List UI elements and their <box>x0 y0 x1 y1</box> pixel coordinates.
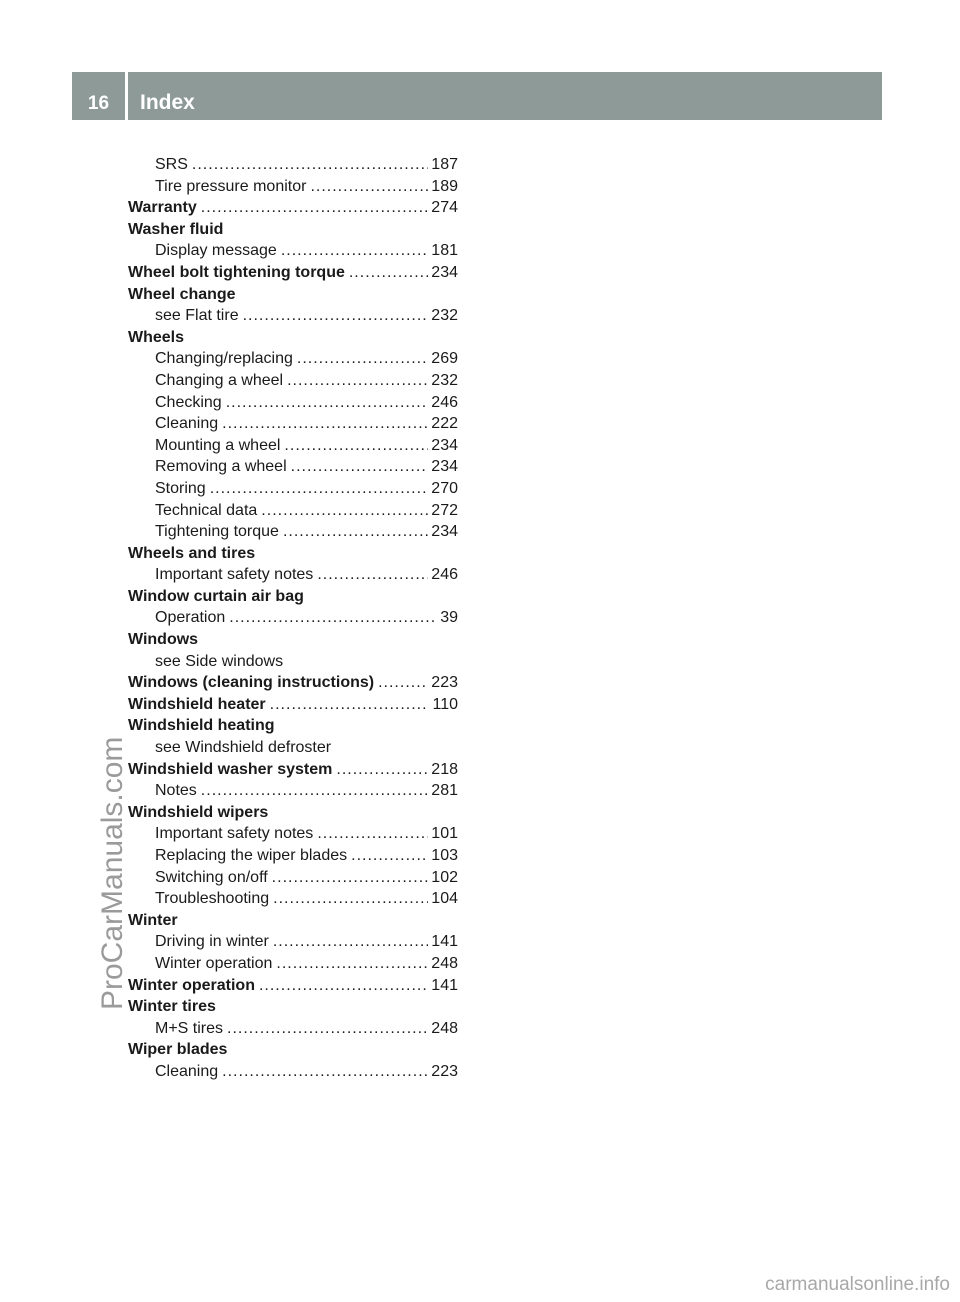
entry-page-number: 101 <box>431 825 458 843</box>
entry-page-number: 234 <box>431 523 458 541</box>
index-subentry <box>128 953 458 975</box>
dot-leader <box>227 1018 428 1040</box>
dot-leader <box>243 305 429 327</box>
index-subentry <box>128 413 458 435</box>
entry-label: Windows (cleaning instructions) <box>128 674 375 692</box>
dot-leader <box>272 867 429 889</box>
entry-label: Technical data <box>155 501 258 519</box>
entry-label: Cleaning <box>155 415 219 433</box>
dot-leader <box>351 845 428 867</box>
index-subentry <box>128 392 458 414</box>
index-entry <box>128 219 458 241</box>
entry-label: Operation <box>155 609 226 627</box>
dot-leader <box>210 478 429 500</box>
entry-label: Windshield wipers <box>128 803 269 821</box>
dot-leader <box>192 154 428 176</box>
entry-label: Driving in winter <box>155 933 269 951</box>
entry-label: Washer fluid <box>128 220 224 238</box>
index-entry <box>128 543 458 565</box>
entry-page-number: 270 <box>431 479 458 497</box>
entry-label: Switching on/off <box>155 868 268 886</box>
entry-page-number: 232 <box>431 307 458 325</box>
dot-leader <box>336 759 428 781</box>
entry-page-number: 234 <box>431 436 458 454</box>
entry-label: M+S tires <box>155 1019 224 1037</box>
entry-label: Mounting a wheel <box>155 436 281 454</box>
index-subentry <box>128 521 458 543</box>
index-subentry <box>128 651 458 673</box>
index-subentry <box>128 931 458 953</box>
entry-label: Windshield heating <box>128 717 275 735</box>
index-entry <box>128 975 458 997</box>
entry-page-number: 234 <box>431 458 458 476</box>
dot-leader <box>317 823 428 845</box>
dot-leader <box>284 435 428 457</box>
entry-page-number: 223 <box>431 1062 458 1080</box>
index-entry <box>128 802 458 824</box>
index-subentry <box>128 456 458 478</box>
entry-label: Removing a wheel <box>155 458 287 476</box>
entry-page-number: 104 <box>431 890 458 908</box>
index-subentry <box>128 305 458 327</box>
dot-leader <box>201 780 429 802</box>
index-subentry <box>128 478 458 500</box>
entry-page-number: 103 <box>431 847 458 864</box>
entry-label: Important safety notes <box>155 566 314 584</box>
index-subentry <box>128 607 458 629</box>
dot-leader <box>291 456 429 478</box>
dot-leader <box>270 694 430 716</box>
entry-label: Tire pressure monitor <box>155 177 307 195</box>
index-subentry <box>128 1061 458 1083</box>
dot-leader <box>261 500 428 522</box>
index-entry <box>128 672 458 694</box>
entry-page-number: 110 <box>432 695 458 713</box>
index-subentry <box>128 348 458 370</box>
index-entry <box>128 284 458 306</box>
entry-page-number: 141 <box>431 976 458 994</box>
index-entry <box>128 759 458 781</box>
entry-label: Wheels and tires <box>128 544 256 562</box>
entry-page-number: 189 <box>431 177 458 195</box>
entry-label: Warranty <box>128 199 197 217</box>
bottom-watermark: carmanualsonline.info <box>765 1274 950 1295</box>
entry-page-number: 234 <box>431 263 458 281</box>
entry-label: Wheel bolt tightening torque <box>128 263 345 281</box>
entry-page-number: 248 <box>431 954 458 972</box>
entry-label: Winter operation <box>155 954 273 972</box>
index-subentry <box>128 823 458 845</box>
dot-leader <box>229 607 437 629</box>
entry-page-number: 272 <box>431 501 458 519</box>
entry-label: Changing/replacing <box>155 350 293 368</box>
dot-leader <box>222 1061 428 1083</box>
entry-label: Notes <box>155 782 197 800</box>
dot-leader <box>283 521 428 543</box>
entry-page-number: 39 <box>440 609 458 627</box>
entry-page-number: 269 <box>431 350 458 368</box>
dot-leader <box>317 564 428 586</box>
entry-label: Windshield heater <box>128 695 266 713</box>
index-subentry <box>128 240 458 262</box>
entry-page-number: 248 <box>431 1019 458 1037</box>
entry-page-number: 187 <box>431 156 458 173</box>
entry-label: Wheels <box>128 328 185 346</box>
entry-label: Winter operation <box>128 976 255 994</box>
dot-leader <box>297 348 428 370</box>
entry-page-number: 246 <box>431 566 458 584</box>
index-subentry <box>128 500 458 522</box>
dot-leader <box>222 413 428 435</box>
entry-page-number: 274 <box>431 199 458 217</box>
entry-label: Wheel change <box>128 285 236 303</box>
header-divider <box>125 72 128 120</box>
index-subentry <box>128 888 458 910</box>
entry-label: Changing a wheel <box>155 371 284 389</box>
entry-label: see Flat tire <box>155 307 239 325</box>
index-entry <box>128 694 458 716</box>
entry-label: Storing <box>155 479 206 497</box>
entry-label: see Windshield defroster <box>155 739 332 757</box>
entry-label: Windows <box>128 631 199 649</box>
index-subentry <box>128 737 458 759</box>
index-entry <box>128 197 458 219</box>
entry-page-number: 222 <box>431 415 458 433</box>
entry-label: Important safety notes <box>155 825 314 843</box>
index-subentry <box>128 1018 458 1040</box>
index-subentry <box>128 176 458 198</box>
index-subentry <box>128 564 458 586</box>
dot-leader <box>201 197 429 219</box>
dot-leader <box>378 672 428 694</box>
page-header <box>72 72 882 120</box>
index-entry <box>128 629 458 651</box>
dot-leader <box>273 931 428 953</box>
index-list <box>128 154 458 1083</box>
index-entry <box>128 1039 458 1061</box>
entry-label: Display message <box>155 242 277 260</box>
index-subentry <box>128 370 458 392</box>
entry-label: Cleaning <box>155 1062 219 1080</box>
page-number: 16 <box>87 93 110 114</box>
entry-label: Replacing the wiper blades <box>155 847 348 864</box>
entry-label: Winter tires <box>128 998 216 1016</box>
entry-page-number: 102 <box>431 868 458 886</box>
entry-page-number: 232 <box>431 371 458 389</box>
entry-label: Checking <box>155 393 222 411</box>
dot-leader <box>287 370 428 392</box>
index-entry <box>128 586 458 608</box>
entry-page-number: 223 <box>431 674 458 692</box>
entry-label: Troubleshooting <box>155 890 270 908</box>
entry-label: Tightening torque <box>155 523 279 541</box>
entry-label: Window curtain air bag <box>128 587 304 605</box>
entry-label: Winter <box>128 911 178 929</box>
index-entry <box>128 262 458 284</box>
index-entry <box>128 327 458 349</box>
entry-page-number: 281 <box>431 782 458 800</box>
index-subentry <box>128 867 458 889</box>
entry-page-number: 141 <box>431 933 458 951</box>
dot-leader <box>276 953 428 975</box>
entry-label: Wiper blades <box>128 1041 228 1059</box>
entry-label: see Side windows <box>155 652 284 670</box>
index-subentry <box>128 435 458 457</box>
dot-leader <box>259 975 428 997</box>
dot-leader <box>226 392 429 414</box>
index-subentry <box>128 154 458 176</box>
side-watermark: ProCarManuals.com <box>96 736 129 1010</box>
entry-page-number: 181 <box>431 242 458 260</box>
index-subentry <box>128 845 458 867</box>
dot-leader <box>273 888 428 910</box>
index-entry <box>128 715 458 737</box>
index-subentry <box>128 780 458 802</box>
entry-label: Windshield washer system <box>128 760 333 778</box>
entry-label: SRS <box>155 156 188 173</box>
entry-page-number: 246 <box>431 393 458 411</box>
index-entry <box>128 996 458 1018</box>
dot-leader <box>349 262 428 284</box>
dot-leader <box>281 240 428 262</box>
section-title: Index <box>140 91 195 114</box>
index-entry <box>128 910 458 932</box>
entry-page-number: 218 <box>431 760 458 778</box>
dot-leader <box>310 176 428 198</box>
